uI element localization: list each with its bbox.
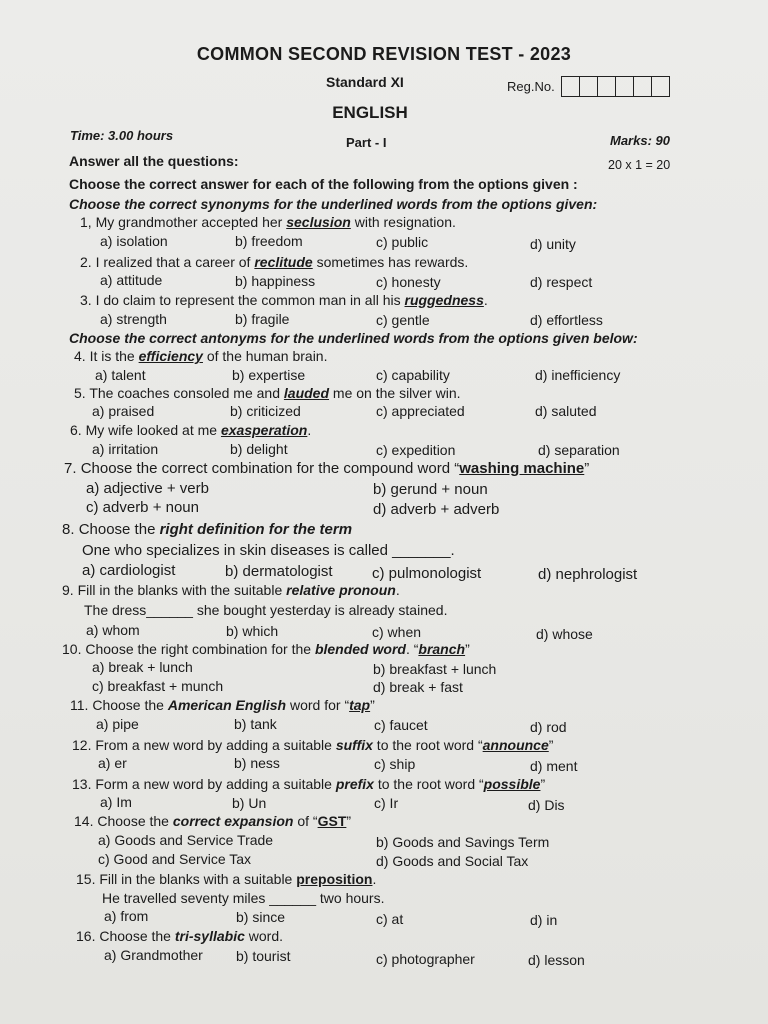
q13-option-c: c) Ir: [374, 795, 399, 811]
q2-option-a: a) attitude: [100, 272, 163, 288]
reg-no-label: Reg.No.: [507, 79, 555, 94]
q14-option-d: d) Goods and Social Tax: [376, 853, 529, 869]
q1-option-a: a) isolation: [100, 233, 168, 249]
question-14: 14. Choose the correct expansion of “GST”: [74, 813, 352, 829]
q7-option-c: c) adverb + noun: [86, 499, 199, 516]
q5-option-d: d) saluted: [535, 403, 597, 419]
q8-option-a: a) cardiologist: [82, 562, 176, 579]
q7-option-b: b) gerund + noun: [373, 481, 488, 498]
question-5: 5. The coaches consoled me and lauded me on the silver win.: [74, 385, 461, 401]
q15-option-d: d) in: [530, 912, 558, 928]
question-8: 8. Choose the right definition for the term: [62, 521, 353, 538]
time-label: Time: 3.00 hours: [70, 128, 174, 143]
q16-option-a: a) Grandmother: [104, 947, 203, 963]
q14-option-c: c) Good and Service Tax: [98, 851, 252, 867]
q6-option-d: d) separation: [538, 442, 620, 458]
q10-option-d: d) break + fast: [373, 679, 463, 695]
q4-option-d: d) inefficiency: [535, 367, 621, 383]
q12-option-b: b) ness: [234, 755, 280, 771]
q1-option-c: c) public: [376, 234, 429, 250]
q11-option-b: b) tank: [234, 716, 277, 732]
q2-option-d: d) respect: [530, 274, 593, 290]
question-3: 3. I do claim to represent the common man in all his ruggedness.: [80, 292, 488, 308]
reg-no-boxes: [561, 76, 670, 97]
question-16: 16. Choose the tri-syllabic word.: [76, 928, 284, 944]
q9-option-d: d) whose: [536, 626, 593, 642]
question-2: 2. I realized that a career of reclitude sometimes has rewards.: [80, 254, 469, 270]
reg-box: [562, 77, 580, 96]
instruction-synonyms: Choose the correct synonyms for the underlined words from the options given:: [69, 196, 598, 212]
q9-option-b: b) which: [226, 623, 279, 639]
q11-option-c: c) faucet: [374, 717, 428, 733]
q15-option-b: b) since: [236, 909, 286, 925]
q16-option-c: c) photographer: [376, 951, 475, 967]
q3-option-a: a) strength: [100, 311, 167, 327]
q5-option-b: b) criticized: [230, 403, 301, 419]
q16-option-b: b) tourist: [236, 948, 291, 964]
question-4: 4. It is the efficiency of the human brain.: [74, 348, 328, 364]
question-15-prompt: He travelled seventy miles ______ two hours.: [102, 890, 385, 906]
q12-option-c: c) ship: [374, 756, 416, 772]
q9-option-a: a) whom: [86, 622, 140, 638]
question-6: 6. My wife looked at me exasperation.: [70, 422, 312, 438]
question-11: 11. Choose the American English word for “tap”: [70, 697, 375, 713]
question-15: 15. Fill in the blanks with a suitable preposition.: [76, 871, 377, 887]
mark-scheme: 20 x 1 = 20: [608, 158, 671, 172]
q1-option-d: d) unity: [530, 236, 576, 252]
q6-option-b: b) delight: [230, 441, 288, 457]
question-9: 9. Fill in the blanks with the suitable relative pronoun.: [62, 582, 400, 598]
q16-option-d: d) lesson: [528, 952, 585, 968]
q14-option-b: b) Goods and Savings Term: [376, 834, 550, 850]
q10-option-b: b) breakfast + lunch: [373, 661, 497, 677]
q3-option-b: b) fragile: [235, 311, 290, 327]
question-7: 7. Choose the correct combination for the compound word “washing machine”: [64, 460, 590, 477]
q7-option-a: a) adjective + verb: [86, 480, 209, 497]
q9-option-c: c) when: [372, 624, 422, 640]
question-12: 12. From a new word by adding a suitable suffix to the root word “announce”: [72, 737, 554, 753]
q7-option-d: d) adverb + adverb: [373, 501, 500, 518]
q8-option-c: c) pulmonologist: [372, 565, 482, 582]
q3-option-d: d) effortless: [530, 312, 603, 328]
q8-option-b: b) dermatologist: [225, 563, 333, 580]
q12-option-a: a) er: [98, 755, 127, 771]
q1-option-b: b) freedom: [235, 233, 303, 249]
q13-option-b: b) Un: [232, 795, 267, 811]
answer-all-instruction: Answer all the questions:: [69, 153, 239, 169]
question-9-prompt: The dress______ she bought yesterday is already stained.: [84, 602, 448, 618]
reg-box: [598, 77, 616, 96]
q12-option-d: d) ment: [530, 758, 578, 774]
q15-option-c: c) at: [376, 911, 404, 927]
part-label: Part - I: [346, 135, 387, 150]
q10-option-c: c) breakfast + munch: [92, 678, 224, 694]
question-8-prompt: One who specializes in skin diseases is called _______.: [82, 542, 455, 559]
q11-option-a: a) pipe: [96, 716, 139, 732]
instruction-antonyms: Choose the correct antonyms for the underlined words from the options given below:: [69, 330, 638, 346]
exam-title: COMMON SECOND REVISION TEST - 2023: [196, 44, 572, 64]
q8-option-d: d) nephrologist: [538, 566, 638, 583]
subject-title: ENGLISH: [332, 103, 408, 122]
q5-option-a: a) praised: [92, 403, 155, 419]
q6-option-c: c) expedition: [376, 442, 456, 458]
q6-option-a: a) irritation: [92, 441, 159, 457]
q4-option-a: a) talent: [95, 367, 146, 383]
q5-option-c: c) appreciated: [376, 403, 465, 419]
q4-option-c: c) capability: [376, 367, 450, 383]
q2-option-b: b) happiness: [235, 273, 316, 289]
reg-box: [634, 77, 652, 96]
reg-box: [652, 77, 669, 96]
instruction-choose-correct: Choose the correct answer for each of the following from the options given :: [69, 176, 578, 192]
marks-label: Marks: 90: [610, 133, 670, 148]
question-13: 13. Form a new word by adding a suitable prefix to the root word “possible”: [72, 776, 546, 792]
q13-option-a: a) Im: [100, 794, 132, 810]
q2-option-c: c) honesty: [376, 274, 441, 290]
q4-option-b: b) expertise: [232, 367, 306, 383]
standard-label: Standard XI: [326, 74, 404, 90]
q3-option-c: c) gentle: [376, 312, 430, 328]
q13-option-d: d) Dis: [528, 797, 565, 813]
q10-option-a: a) break + lunch: [92, 659, 193, 675]
question-10: 10. Choose the right combination for the blended word. “branch”: [62, 641, 470, 657]
q14-option-a: a) Goods and Service Trade: [98, 832, 274, 848]
q11-option-d: d) rod: [530, 719, 567, 735]
reg-box: [616, 77, 634, 96]
question-1: 1, My grandmother accepted her seclusion with resignation.: [80, 214, 456, 230]
reg-box: [580, 77, 598, 96]
q15-option-a: a) from: [104, 908, 149, 924]
